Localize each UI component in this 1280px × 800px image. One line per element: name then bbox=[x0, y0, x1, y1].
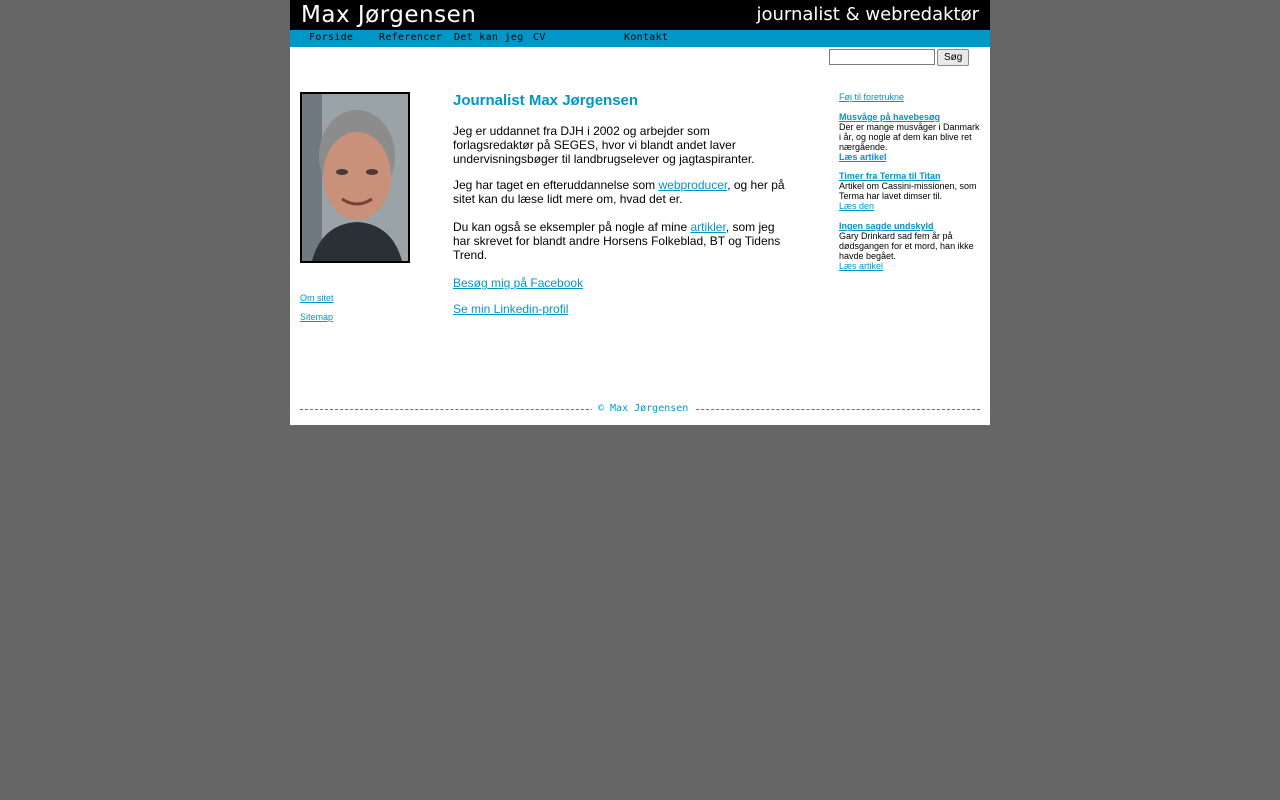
nav-item-kontakt[interactable]: Kontakt bbox=[624, 32, 669, 43]
search-button[interactable]: Søg bbox=[937, 49, 969, 66]
sidebar-article bbox=[839, 112, 981, 162]
nav-item-referencer[interactable]: Referencer bbox=[379, 32, 443, 43]
sitemap-link[interactable]: Sitemap bbox=[300, 312, 334, 322]
article-teaser: Der er mange musvåger i Danmark i år, og nogle af dem kan blive ret nærgående. bbox=[839, 122, 980, 152]
site-tagline: journalist & webredaktør bbox=[756, 4, 979, 25]
article-teaser: Artikel om Cassini-missionen, som Terma har lavet dimser til. bbox=[839, 181, 977, 201]
article-title-link[interactable]: Ingen sagde undskyld bbox=[839, 221, 934, 231]
article-title-link[interactable]: Musvåge på havebesøg bbox=[839, 112, 941, 122]
articles-link[interactable]: artikler bbox=[690, 220, 726, 234]
nav-item-forside[interactable]: Forside bbox=[309, 32, 354, 43]
facebook-link[interactable]: Besøg mig på Facebook bbox=[453, 276, 584, 290]
about-site-link[interactable]: Om sitet bbox=[300, 293, 334, 303]
article-title-link[interactable]: Timer fra Terma til Titan bbox=[839, 171, 941, 181]
linkedin-link[interactable]: Se min Linkedin-profil bbox=[453, 302, 569, 316]
webproducer-link[interactable]: webproducer bbox=[658, 178, 728, 192]
webproducer-paragraph bbox=[453, 178, 793, 206]
main-nav bbox=[290, 30, 990, 47]
nav-item-det-kan-jeg[interactable]: Det kan jeg bbox=[454, 32, 524, 43]
main-content bbox=[453, 92, 793, 316]
portrait-photo bbox=[300, 92, 410, 263]
footer-copyright: © Max Jørgensen bbox=[592, 402, 694, 416]
articles-paragraph bbox=[453, 220, 793, 262]
webproducer-text-after: , og her på sitet kan du læse lidt mere om, hvad det er. bbox=[453, 178, 785, 206]
webproducer-text-before: Jeg har taget en efteruddannelse som bbox=[453, 178, 659, 192]
articles-text-before: Du kan også se eksempler på nogle af mine bbox=[453, 220, 691, 234]
page-title: Journalist Max Jørgensen bbox=[453, 92, 639, 109]
nav-item-cv[interactable]: CV bbox=[533, 32, 546, 43]
read-article-link[interactable]: Læs den bbox=[839, 201, 875, 211]
articles-text-after: , som jeg har skrevet for blandt andre Horsens Folkeblad, BT og Tidens Trend. bbox=[453, 220, 781, 262]
read-article-link[interactable]: Læs artikel bbox=[839, 261, 884, 271]
page bbox=[290, 0, 990, 425]
search-input[interactable] bbox=[829, 49, 935, 65]
add-favorites-link[interactable]: Føj til foretrukne bbox=[839, 92, 905, 102]
header-banner bbox=[290, 0, 990, 30]
sidebar-article bbox=[839, 221, 981, 271]
site-title: Max Jørgensen bbox=[301, 2, 477, 28]
read-article-link[interactable]: Læs artikel bbox=[839, 152, 887, 162]
sidebar-article bbox=[839, 171, 981, 211]
article-teaser: Gary Drinkard sad fem år på dødsgangen for et mord, han ikke havde begået. bbox=[839, 231, 974, 261]
intro-paragraph: Jeg er uddannet fra DJH i 2002 og arbejder som forlagsredaktør på SEGES, hvor vi blandt andet laver undervisningsbøger til landbrugselever og jagtaspiranter. bbox=[453, 124, 755, 166]
portrait-image bbox=[302, 94, 408, 261]
news-sidebar bbox=[839, 92, 981, 271]
